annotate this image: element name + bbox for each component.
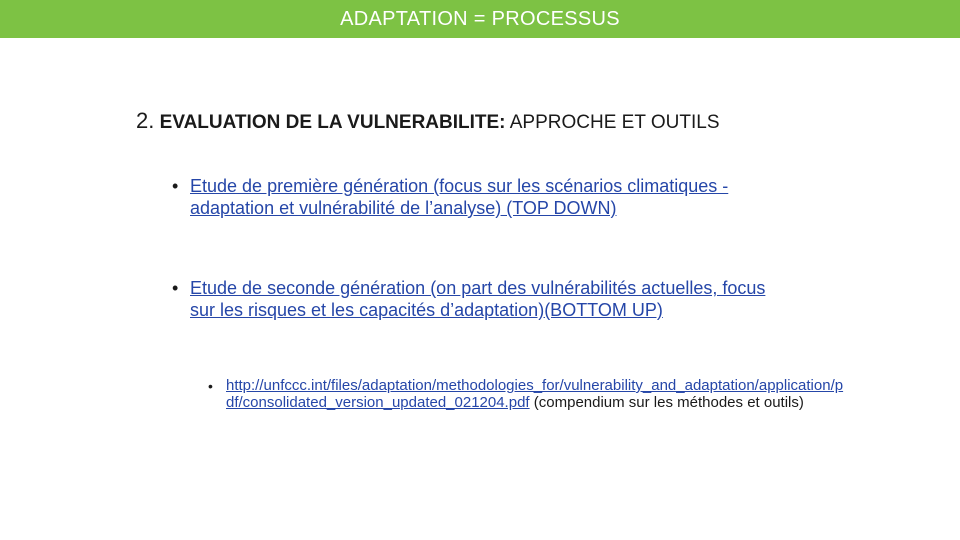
sub-bullet-body	[226, 377, 848, 411]
bullet-text-second-generation[interactable]: Etude de seconde génération (on part des vulnérabilités actuelles, focus sur les risques et les capacités d’adaptation)(BOTTOM UP)	[190, 278, 766, 320]
slide-title: ADAPTATION = PROCESSUS	[340, 7, 620, 30]
compendium-note: (compendium sur les méthodes et outils)	[533, 394, 804, 411]
section-heading	[136, 108, 856, 134]
sub-bullet-resource	[208, 377, 848, 411]
section-heading-bold: EVALUATION DE LA VULNERABILITE:	[159, 112, 506, 133]
section-heading-rest: APPROCHE ET OUTILS	[509, 112, 720, 133]
sub-bullet-dot: •	[208, 378, 213, 394]
bullet-dot: •	[172, 278, 179, 298]
bullet-dot: •	[172, 176, 179, 196]
section-number: 2.	[136, 108, 155, 133]
bullet-second-generation	[172, 277, 772, 321]
header-bar	[0, 0, 960, 38]
unfccc-link[interactable]: http://unfccc.int/files/adaptation/methodologies_for/vulnerability_and_adaptation/application/pdf/consolidated_version_updated_021204.pdf	[226, 377, 844, 411]
bullet-text-first-generation[interactable]: Etude de première génération (focus sur les scénarios climatiques - adaptation et vulnérabilité de l’analyse) (TOP DOWN)	[190, 176, 729, 218]
bullet-first-generation	[172, 175, 772, 219]
